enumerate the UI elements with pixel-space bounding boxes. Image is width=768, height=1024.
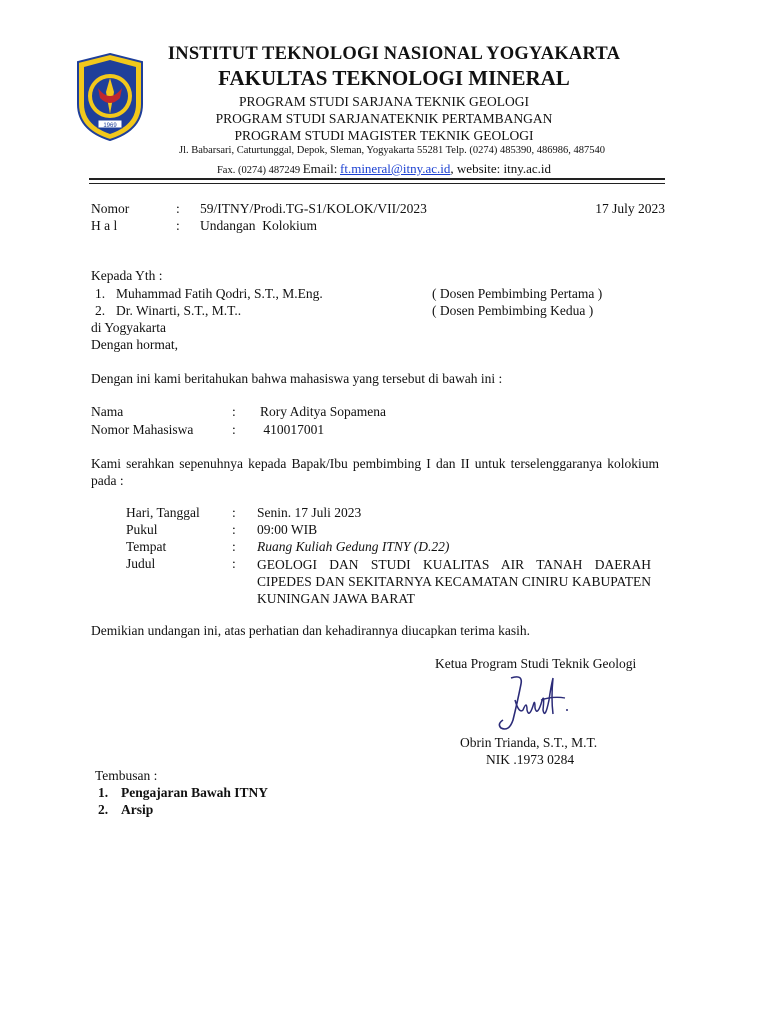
recipient-2-role: ( Dosen Pembimbing Kedua ) [432,303,594,318]
student-id-value: 410017001 [260,422,325,437]
cc-item-2-text: Arsip [121,802,154,817]
fax: Fax. (0274) 487249 [216,165,301,176]
hal-sep: : [176,218,180,233]
event-date-label: Hari, Tanggal [126,505,200,520]
svg-text:1969: 1969 [103,123,117,129]
event-title-label: Judul [126,556,156,571]
recipient-2-num: 2. [95,303,106,318]
hal-label: H a l [91,218,118,233]
handwritten-signature [493,670,573,740]
nomor-sep: : [176,201,180,216]
letter-date: 17 July 2023 [595,201,665,216]
nomor-label: Nomor [91,201,130,216]
event-place-value: Ruang Kuliah Gedung ITNY (D.22) [257,539,450,554]
nomor-value: 59/ITNY/Prodi.TG-S1/KOLOK/VII/2023 [200,201,427,216]
signer-position: Ketua Program Studi Teknik Geologi [435,656,637,671]
student-id-sep: : [232,422,236,437]
event-title-sep: : [232,556,236,571]
cc-item-2-num: 2. [98,802,109,817]
email-label: Email: [302,161,338,176]
recipient-place: di Yogyakarta [91,320,166,335]
hal-value: Undangan Kolokium [200,218,317,233]
student-id-label: Nomor Mahasiswa [91,422,194,437]
institute-name: INSTITUT TEKNOLOGI NASIONAL YOGYAKARTA [167,44,621,64]
body-intro: Dengan ini kami beritahukan bahwa mahasiswa yang tersebut di bawah ini : [91,371,503,386]
recipient-1-role: ( Dosen Pembimbing Pertama ) [432,286,603,301]
signer-name: Obrin Trianda, S.T., M.T. [460,735,598,750]
signer-nik: NIK .1973 0284 [486,752,575,767]
cc-title: Tembusan : [95,768,158,783]
student-name-value: Rory Aditya Sopamena [260,404,386,419]
handover-paragraph: Kami serahkan sepenuhnya kepada Bapak/Ibu pembimbing I dan II untuk terselenggaranya kolokium pada : [91,456,659,488]
program-1: PROGRAM STUDI SARJANA TEKNIK GEOLOGI [238,94,529,109]
event-date-value: Senin. 17 Juli 2023 [257,505,362,520]
header-rule-thin [89,183,665,184]
recipient-1-num: 1. [95,286,106,301]
recipient-2-name: Dr. Winarti, S.T., M.T.. [116,303,242,318]
event-time-label: Pukul [126,522,158,537]
recipient-1-name: Muhammad Fatih Qodri, S.T., M.Eng. [116,286,323,301]
header-rule-thick [89,178,665,180]
event-time-value: 09:00 WIB [257,522,318,537]
faculty-name: FAKULTAS TEKNOLOGI MINERAL [218,66,570,90]
event-place-label: Tempat [126,539,167,554]
event-time-sep: : [232,522,236,537]
closing-paragraph: Demikian undangan ini, atas perhatian dan kehadirannya diucapkan terima kasih. [91,623,530,638]
address-line: Jl. Babarsari, Caturtunggal, Depok, Sleman, Yogyakarta 55281 Telp. (0274) 485390, 486986, 487540 [178,145,606,156]
program-2: PROGRAM STUDI SARJANATEKNIK PERTAMBANGAN [215,111,553,126]
cc-item-1-text: Pengajaran Bawah ITNY [121,785,269,800]
student-name-sep: : [232,404,236,419]
event-date-sep: : [232,505,236,520]
program-3: PROGRAM STUDI MAGISTER TEKNIK GEOLOGI [234,128,534,143]
event-place-sep: : [232,539,236,554]
email-link[interactable]: ft.mineral@itny.ac.id [340,161,451,176]
greeting: Dengan hormat, [91,337,178,352]
student-name-label: Nama [91,404,124,419]
recipients-intro: Kepada Yth : [91,268,163,283]
contact-line [10,161,758,177]
cc-item-1-num: 1. [98,785,109,800]
website: , website: itny.ac.id [450,161,552,176]
event-title-value: GEOLOGI DAN STUDI KUALITAS AIR TANAH DAERAH CIPEDES DAN SEKITARNYA KECAMATAN CINIRU KABUPATEN KUNINGAN JAWA BARAT [257,557,651,606]
